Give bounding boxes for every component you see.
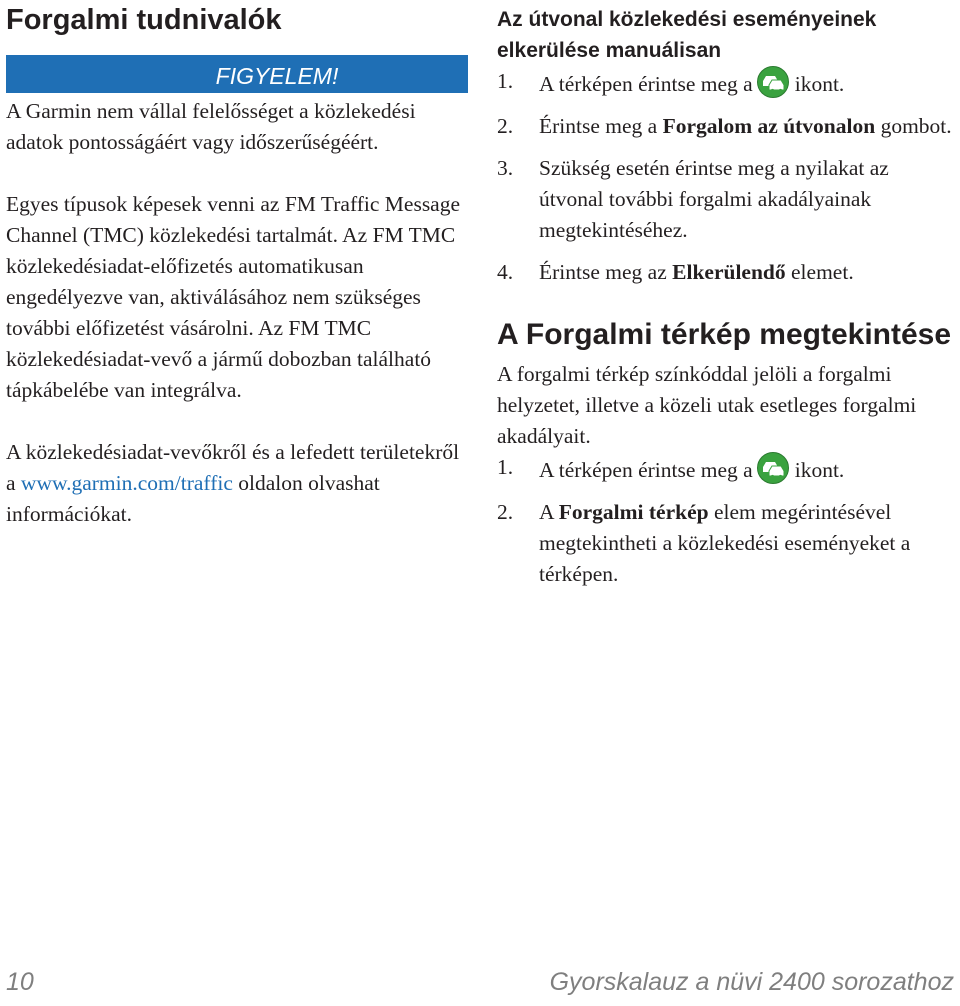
avoid-traffic-title: Az útvonal közlekedési eseményeinek elkerülése manuálisan	[497, 8, 877, 62]
warning-heading: FIGYELEM!	[215, 63, 339, 89]
right-column	[497, 0, 955, 590]
step-number: 1.	[497, 69, 514, 93]
step-number: 3.	[497, 156, 514, 180]
step-text: Érintse meg az	[539, 260, 673, 284]
info-text-after: oldalon olvashat információkat.	[6, 471, 380, 526]
traffic-icon	[757, 452, 789, 484]
step-text-after: ikont.	[794, 458, 845, 482]
warning-banner	[6, 55, 468, 93]
step-text: A térképen érintse meg a	[539, 72, 753, 96]
step-text-after: gombot.	[875, 114, 952, 138]
step-text-after: elem megérintésével megtekintheti a közlekedési eseményeket a térképen.	[539, 500, 911, 586]
traffic-map-label: Forgalmi térkép	[558, 500, 709, 524]
section-title: Forgalmi tudnivalók	[6, 4, 282, 36]
traffic-map-description: A forgalmi térkép színkóddal jelöli a forgalmi helyzetet, illetve a közeli utak esetleges forgalmi akadályait.	[497, 362, 917, 448]
list-item	[497, 66, 955, 100]
step-text: A térképen érintse meg a	[539, 458, 753, 482]
list-item	[497, 452, 955, 486]
info-text-before: A közlekedésiadat-vevőkről és a lefedett területekről a	[6, 440, 460, 495]
traffic-on-route-label: Forgalom az útvonalon	[662, 114, 876, 138]
avoid-label: Elkerülendő	[672, 260, 786, 284]
warning-text: A Garmin nem vállal felelősséget a közlekedési adatok pontosságáért vagy időszerűségéért.	[6, 99, 416, 154]
list-item	[497, 111, 955, 142]
avoid-steps-list	[497, 66, 955, 288]
step-text: A	[539, 500, 559, 524]
step-text-after: elemet.	[785, 260, 854, 284]
traffic-icon	[757, 66, 789, 98]
step-text: Érintse meg a	[539, 114, 663, 138]
guide-title: Gyorskalauz a nüvi 2400 sorozathoz	[549, 968, 954, 996]
map-steps-list	[497, 452, 955, 590]
step-number: 4.	[497, 260, 514, 284]
list-item	[497, 153, 955, 246]
page-number: 10	[6, 968, 34, 996]
traffic-map-title: A Forgalmi térkép megtekintése	[497, 318, 952, 351]
info-paragraph	[6, 437, 468, 530]
step-number: 2.	[497, 114, 514, 138]
step-number: 1.	[497, 455, 514, 479]
step-text-after: ikont.	[794, 72, 845, 96]
list-item	[497, 257, 955, 288]
step-text: Szükség esetén érintse meg a nyilakat az útvonal további forgalmi akadályainak megtekintéséhez.	[539, 156, 889, 242]
garmin-traffic-link[interactable]: www.garmin.com/traffic	[20, 471, 233, 495]
left-column	[6, 0, 468, 530]
tmc-paragraph: Egyes típusok képesek venni az FM Traffic Message Channel (TMC) közlekedési tartalmát. Az FM TMC közlekedésiadat-előfizetés automatikusan engedélyezve van, aktiválásához nem szükséges további előfizetést vásárolni. Az FM TMC közlekedésiadat-vevő a jármű dobozban található tápkábelébe van integrálva.	[6, 192, 461, 402]
list-item	[497, 497, 955, 590]
step-number: 2.	[497, 500, 514, 524]
